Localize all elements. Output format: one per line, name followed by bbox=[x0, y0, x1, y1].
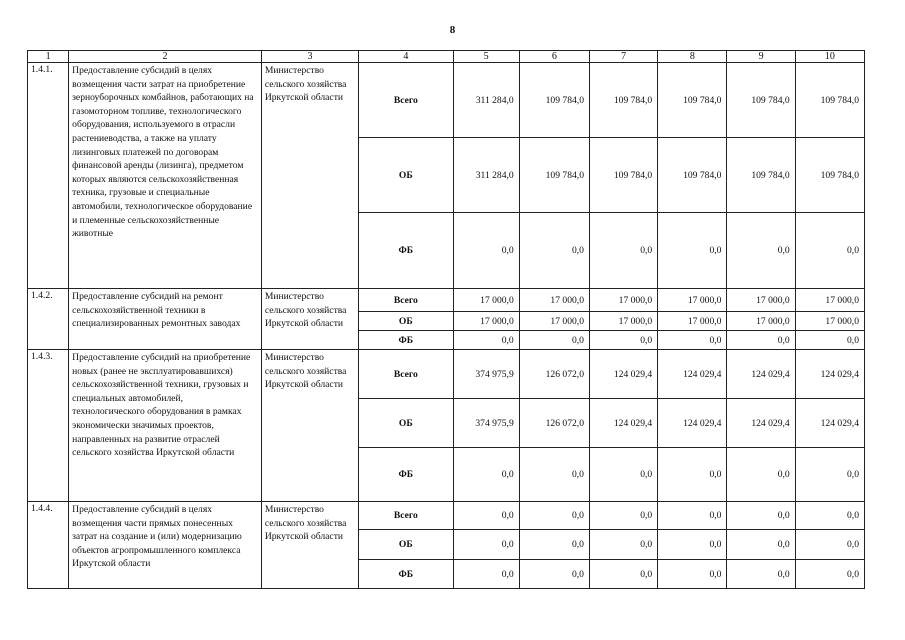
column-number: 7 bbox=[589, 51, 657, 63]
funding-value: 0,0 bbox=[795, 502, 864, 530]
funding-source-label: ОБ bbox=[359, 399, 453, 448]
funding-value: 126 072,0 bbox=[519, 350, 589, 399]
column-number: 9 bbox=[727, 51, 795, 63]
measure-name: Предоставление субсидий на приобретение новых (ранее не эксплуатировавшихся) сельскохозяйственной техники, грузовых и специальных автомобилей, технологического оборудования в рамках экономически значимых проектов, направленных на развитие отраслей сельского хозяйства Иркутской области bbox=[69, 350, 262, 502]
funding-value: 0,0 bbox=[727, 448, 795, 502]
funding-value: 17 000,0 bbox=[727, 312, 795, 331]
responsible-executor: Министерство сельского хозяйства Иркутской области bbox=[261, 350, 358, 502]
funding-value: 0,0 bbox=[795, 530, 864, 560]
funding-value: 109 784,0 bbox=[519, 63, 589, 138]
funding-value: 126 072,0 bbox=[519, 399, 589, 448]
funding-value: 17 000,0 bbox=[453, 289, 519, 312]
funding-value: 311 284,0 bbox=[453, 138, 519, 213]
funding-value: 0,0 bbox=[453, 448, 519, 502]
funding-value: 17 000,0 bbox=[795, 312, 864, 331]
funding-value: 0,0 bbox=[658, 213, 727, 289]
column-number: 8 bbox=[658, 51, 727, 63]
column-number: 5 bbox=[453, 51, 519, 63]
measure-number: 1.4.2. bbox=[28, 289, 69, 350]
funding-value: 124 029,4 bbox=[727, 350, 795, 399]
funding-value: 0,0 bbox=[727, 213, 795, 289]
funding-value: 0,0 bbox=[519, 560, 589, 589]
funding-value: 109 784,0 bbox=[589, 138, 657, 213]
funding-source-label: Всего bbox=[359, 350, 453, 399]
funding-value: 124 029,4 bbox=[795, 350, 864, 399]
funding-value: 124 029,4 bbox=[795, 399, 864, 448]
funding-value: 311 284,0 bbox=[453, 63, 519, 138]
funding-value: 0,0 bbox=[795, 331, 864, 350]
funding-value: 109 784,0 bbox=[727, 138, 795, 213]
funding-value: 0,0 bbox=[589, 502, 657, 530]
funding-value: 0,0 bbox=[589, 560, 657, 589]
funding-value: 17 000,0 bbox=[589, 289, 657, 312]
measure-name: Предоставление субсидий на ремонт сельскохозяйственной техники в специализированных ремонтных заводах bbox=[69, 289, 262, 350]
budget-table bbox=[27, 50, 865, 589]
funding-value: 124 029,4 bbox=[658, 350, 727, 399]
column-number: 10 bbox=[795, 51, 864, 63]
funding-value: 109 784,0 bbox=[589, 63, 657, 138]
funding-value: 374 975,9 bbox=[453, 350, 519, 399]
funding-value: 124 029,4 bbox=[589, 350, 657, 399]
funding-value: 0,0 bbox=[589, 331, 657, 350]
table-row bbox=[28, 350, 865, 399]
funding-value: 0,0 bbox=[727, 530, 795, 560]
funding-value: 0,0 bbox=[519, 502, 589, 530]
funding-source-label: ФБ bbox=[359, 331, 453, 350]
funding-value: 109 784,0 bbox=[795, 63, 864, 138]
table-row bbox=[28, 289, 865, 312]
funding-source-label: ОБ bbox=[359, 312, 453, 331]
funding-value: 0,0 bbox=[453, 530, 519, 560]
table-row bbox=[28, 63, 865, 138]
funding-source-label: ФБ bbox=[359, 560, 453, 589]
funding-value: 0,0 bbox=[795, 560, 864, 589]
funding-value: 109 784,0 bbox=[658, 138, 727, 213]
responsible-executor: Министерство сельского хозяйства Иркутской области bbox=[261, 289, 358, 350]
funding-value: 124 029,4 bbox=[589, 399, 657, 448]
column-number-row bbox=[28, 51, 865, 63]
measure-name: Предоставление субсидий в целях возмещения части затрат на приобретение зерноуборочных комбайнов, работающих на газомоторном топливе, технологического оборудования, используемого в отрасли растениеводства, а также на уплату лизинговых платежей по договорам финансовой аренды (лизинга), предметом которых являются сельскохозяйственная техника, грузовые и специальные автомобили, технологическое оборудование и племенные сельскохозяйственные животные bbox=[69, 63, 262, 289]
measure-number: 1.4.1. bbox=[28, 63, 69, 289]
funding-source-label: Всего bbox=[359, 63, 453, 138]
column-number: 3 bbox=[261, 51, 358, 63]
funding-value: 0,0 bbox=[658, 331, 727, 350]
funding-value: 0,0 bbox=[519, 213, 589, 289]
funding-value: 0,0 bbox=[589, 448, 657, 502]
measure-number: 1.4.3. bbox=[28, 350, 69, 502]
funding-value: 0,0 bbox=[658, 502, 727, 530]
page-number: 8 bbox=[449, 24, 456, 36]
funding-value: 0,0 bbox=[727, 502, 795, 530]
funding-value: 0,0 bbox=[589, 530, 657, 560]
measure-number: 1.4.4. bbox=[28, 502, 69, 589]
funding-value: 0,0 bbox=[519, 448, 589, 502]
responsible-executor: Министерство сельского хозяйства Иркутской области bbox=[261, 502, 358, 589]
column-number: 4 bbox=[359, 51, 453, 63]
funding-value: 124 029,4 bbox=[658, 399, 727, 448]
funding-value: 124 029,4 bbox=[727, 399, 795, 448]
funding-source-label: ФБ bbox=[359, 213, 453, 289]
funding-source-label: ФБ bbox=[359, 448, 453, 502]
funding-value: 17 000,0 bbox=[658, 312, 727, 331]
funding-value: 0,0 bbox=[727, 331, 795, 350]
funding-value: 0,0 bbox=[519, 331, 589, 350]
funding-value: 17 000,0 bbox=[795, 289, 864, 312]
funding-value: 17 000,0 bbox=[727, 289, 795, 312]
column-number: 2 bbox=[69, 51, 262, 63]
funding-value: 0,0 bbox=[727, 560, 795, 589]
funding-value: 0,0 bbox=[658, 530, 727, 560]
funding-value: 109 784,0 bbox=[658, 63, 727, 138]
funding-value: 109 784,0 bbox=[519, 138, 589, 213]
funding-value: 0,0 bbox=[453, 331, 519, 350]
funding-source-label: Всего bbox=[359, 502, 453, 530]
responsible-executor: Министерство сельского хозяйства Иркутской области bbox=[261, 63, 358, 289]
funding-value: 17 000,0 bbox=[453, 312, 519, 331]
funding-source-label: ОБ bbox=[359, 530, 453, 560]
funding-value: 17 000,0 bbox=[519, 289, 589, 312]
funding-value: 109 784,0 bbox=[795, 138, 864, 213]
funding-value: 109 784,0 bbox=[727, 63, 795, 138]
funding-value: 0,0 bbox=[453, 502, 519, 530]
funding-value: 17 000,0 bbox=[519, 312, 589, 331]
funding-value: 0,0 bbox=[519, 530, 589, 560]
funding-value: 374 975,9 bbox=[453, 399, 519, 448]
funding-value: 0,0 bbox=[589, 213, 657, 289]
funding-value: 0,0 bbox=[658, 448, 727, 502]
funding-source-label: Всего bbox=[359, 289, 453, 312]
funding-value: 0,0 bbox=[795, 213, 864, 289]
funding-source-label: ОБ bbox=[359, 138, 453, 213]
funding-value: 0,0 bbox=[453, 213, 519, 289]
table-row bbox=[28, 502, 865, 530]
column-number: 6 bbox=[519, 51, 589, 63]
funding-value: 0,0 bbox=[658, 560, 727, 589]
funding-value: 17 000,0 bbox=[589, 312, 657, 331]
funding-value: 0,0 bbox=[453, 560, 519, 589]
funding-value: 0,0 bbox=[795, 448, 864, 502]
column-number: 1 bbox=[28, 51, 69, 63]
funding-value: 17 000,0 bbox=[658, 289, 727, 312]
measure-name: Предоставление субсидий в целях возмещения части прямых понесенных затрат на создание и (или) модернизацию объектов агропромышленного комплекса Иркутской области bbox=[69, 502, 262, 589]
